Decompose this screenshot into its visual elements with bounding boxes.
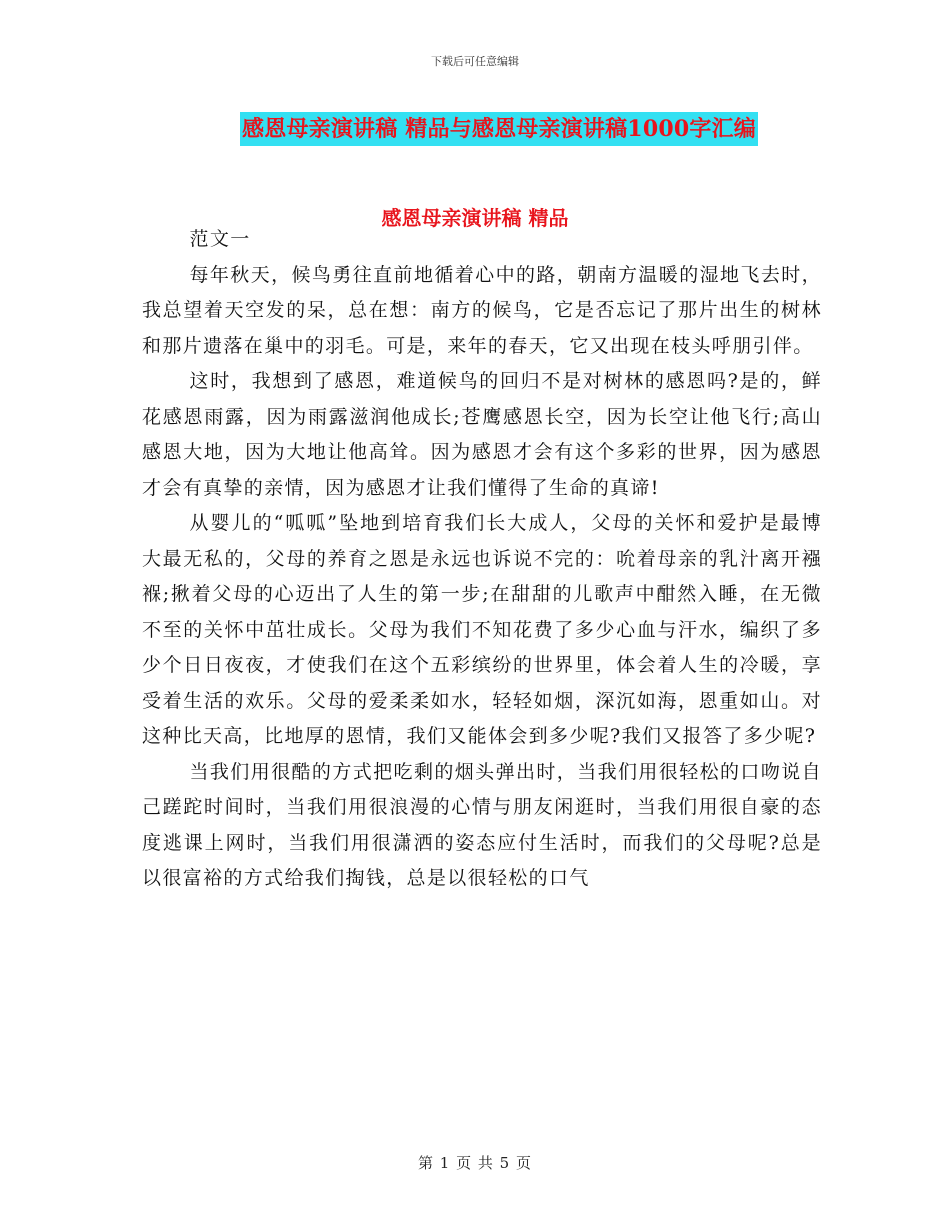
paragraph-3: 从婴儿的“呱呱”坠地到培育我们长大成人，父母的关怀和爱护是最博大最无私的，父母的养育之恩是永远也诉说不完的：吮着母亲的乳汁离开襁褓;揪着父母的心迈出了人生的第一步;在甜甜的儿歌声中酣然入睡，在无微不至的关怀中茁壮成长。父母为我们不知花费了多少心血与汗水，编织了多少个日日夜夜，才使我们在这个五彩缤纷的世界里，体会着人生的冷暖，享受着生活的欢乐。父母的爱柔柔如水，轻轻如烟，深沉如海，恩重如山。对这种比天高，比地厚的恩情，我们又能体会到多少呢?我们又报答了多少呢? xyxy=(142,512,822,747)
paragraph-1: 每年秋天，候鸟勇往直前地循着心中的路，朝南方温暖的湿地飞去时，我总望着天空发的呆，总在想：南方的候鸟，它是否忘记了那片出生的树林和那片遗落在巢中的羽毛。可是，来年的春天，它又出现在枝头呼朋引伴。 xyxy=(142,263,822,357)
sample-label: 范文一 xyxy=(189,228,251,250)
header-note: 下载后可任意编辑 xyxy=(431,55,519,68)
page-footer: 第 1 页 共 5 页 xyxy=(418,1154,532,1172)
document-title: 感恩母亲演讲稿 精品与感恩母亲演讲稿1000字汇编 xyxy=(240,112,758,146)
document-body xyxy=(142,222,822,897)
paragraph-4: 当我们用很酷的方式把吃剩的烟头弹出时，当我们用很轻松的口吻说自己蹉跎时间时，当我们用很浪漫的心情与朋友闲逛时，当我们用很自豪的态度逃课上网时，当我们用很潇洒的姿态应付生活时，而我们的父母呢?总是以很富裕的方式给我们掏钱，总是以很轻松的口气 xyxy=(142,760,822,889)
document-title-container xyxy=(0,112,950,146)
section-title: 感恩母亲演讲稿 精品 xyxy=(381,206,569,230)
paragraph-2: 这时，我想到了感恩，难道候鸟的回归不是对树林的感恩吗?是的，鲜花感恩雨露，因为雨露滋润他成长;苍鹰感恩长空，因为长空让他飞行;高山感恩大地，因为大地让他高耸。因为感恩才会有这个多彩的世界，因为感恩才会有真挚的亲情，因为感恩才让我们懂得了生命的真谛! xyxy=(142,370,822,499)
